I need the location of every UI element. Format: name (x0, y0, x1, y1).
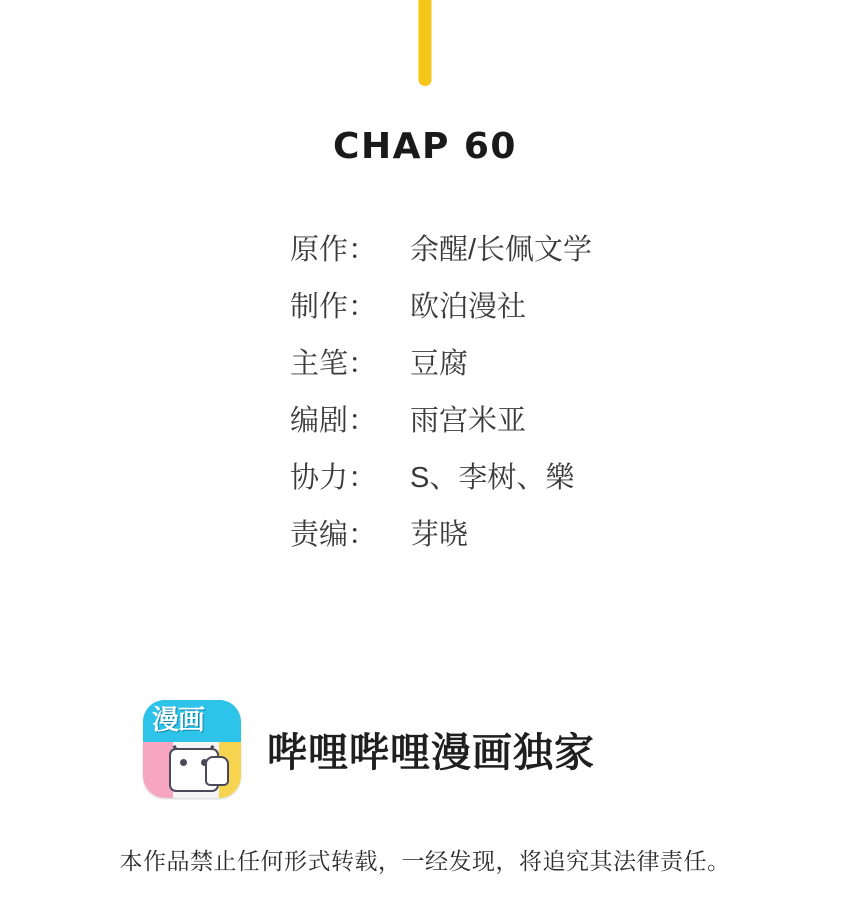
logo-wordmark: 漫画 (152, 705, 204, 736)
credit-value: 欧泊漫社 (410, 291, 527, 323)
logo-hand-icon (205, 756, 229, 786)
credit-label: 编剧： (290, 405, 378, 437)
copyright-notice: 本作品禁止任何形式转载，一经发现，将追究其法律责任。 (119, 848, 731, 874)
credit-label: 主笔： (290, 348, 378, 380)
credit-value: 豆腐 (410, 348, 469, 380)
brand-row (143, 700, 595, 798)
credit-label: 协力： (290, 462, 378, 494)
credit-value: 雨宫米亚 (410, 405, 527, 437)
credit-row (290, 507, 770, 564)
credit-row (290, 279, 770, 336)
top-accent-bar (419, 0, 432, 86)
credit-label: 原作： (290, 234, 378, 266)
credit-value: S、李树、樂 (410, 462, 575, 494)
credit-value: 余醒/长佩文学 (410, 234, 593, 266)
credit-label: 制作： (290, 291, 378, 323)
credit-label: 责编： (290, 519, 378, 551)
credit-row (290, 450, 770, 507)
credit-row (290, 393, 770, 450)
credit-value: 芽晓 (410, 519, 469, 551)
credits-list (290, 222, 770, 564)
page-title: CHAP 60 (333, 126, 517, 167)
credit-row (290, 222, 770, 279)
credit-row (290, 336, 770, 393)
bilibili-comics-logo-icon (143, 700, 241, 798)
brand-name: 哔哩哔哩漫画独家 (267, 730, 595, 775)
